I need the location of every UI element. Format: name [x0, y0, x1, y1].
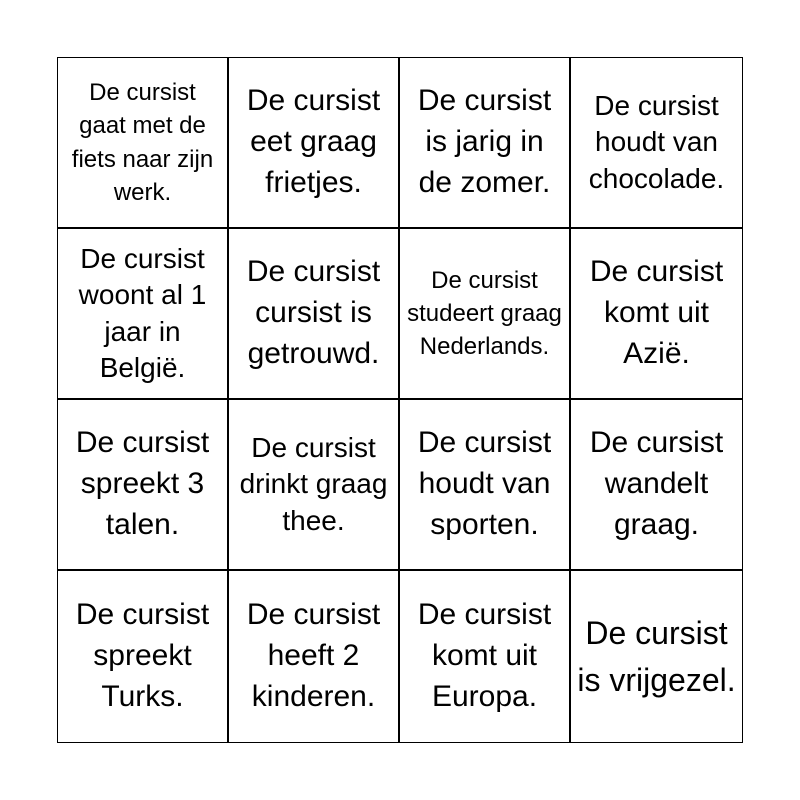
cell-text: De cursist is jarig in de zomer.	[417, 84, 552, 199]
cell-text: De cursist eet graag frietjes.	[246, 84, 381, 199]
cell-text: De cursist spreekt Turks.	[75, 598, 210, 713]
cell-text: De cursist heeft 2 kinderen.	[246, 598, 381, 713]
cell-text: De cursist wandelt graag.	[589, 426, 724, 541]
bingo-cell-r2-c1[interactable]	[58, 229, 229, 400]
bingo-cell-r1-c3[interactable]	[400, 58, 571, 229]
bingo-cell-r4-c4[interactable]	[571, 571, 742, 742]
cell-text: De cursist gaat met de fiets naar zijn werk.	[71, 79, 214, 206]
cell-text: De cursist cursist is getrouwd.	[246, 255, 381, 370]
bingo-cell-r3-c2[interactable]	[229, 400, 400, 571]
cell-text: De cursist drinkt graag thee.	[239, 431, 388, 536]
cell-text: De cursist spreekt 3 talen.	[75, 426, 210, 541]
bingo-cell-r1-c2[interactable]	[229, 58, 400, 229]
bingo-cell-r1-c4[interactable]	[571, 58, 742, 229]
bingo-card	[57, 57, 743, 743]
cell-text: De cursist woont al 1 jaar in België.	[78, 242, 207, 383]
bingo-cell-r3-c3[interactable]	[400, 400, 571, 571]
cell-text: De cursist komt uit Europa.	[417, 598, 552, 713]
bingo-cell-r3-c1[interactable]	[58, 400, 229, 571]
bingo-cell-r1-c1[interactable]	[58, 58, 229, 229]
bingo-cell-r4-c2[interactable]	[229, 571, 400, 742]
bingo-cell-r2-c2[interactable]	[229, 229, 400, 400]
cell-text: De cursist houdt van chocolade.	[588, 89, 725, 194]
bingo-cell-r2-c4[interactable]	[571, 229, 742, 400]
bingo-grid	[58, 58, 742, 742]
cell-text: De cursist komt uit Azië.	[589, 255, 724, 370]
cell-text: De cursist is vrijgezel.	[577, 615, 736, 698]
cell-text: De cursist studeert graag Nederlands.	[407, 266, 562, 361]
bingo-cell-r4-c3[interactable]	[400, 571, 571, 742]
bingo-cell-r2-c3[interactable]	[400, 229, 571, 400]
bingo-cell-r3-c4[interactable]	[571, 400, 742, 571]
cell-text: De cursist houdt van sporten.	[417, 426, 552, 541]
bingo-cell-r4-c1[interactable]	[58, 571, 229, 742]
